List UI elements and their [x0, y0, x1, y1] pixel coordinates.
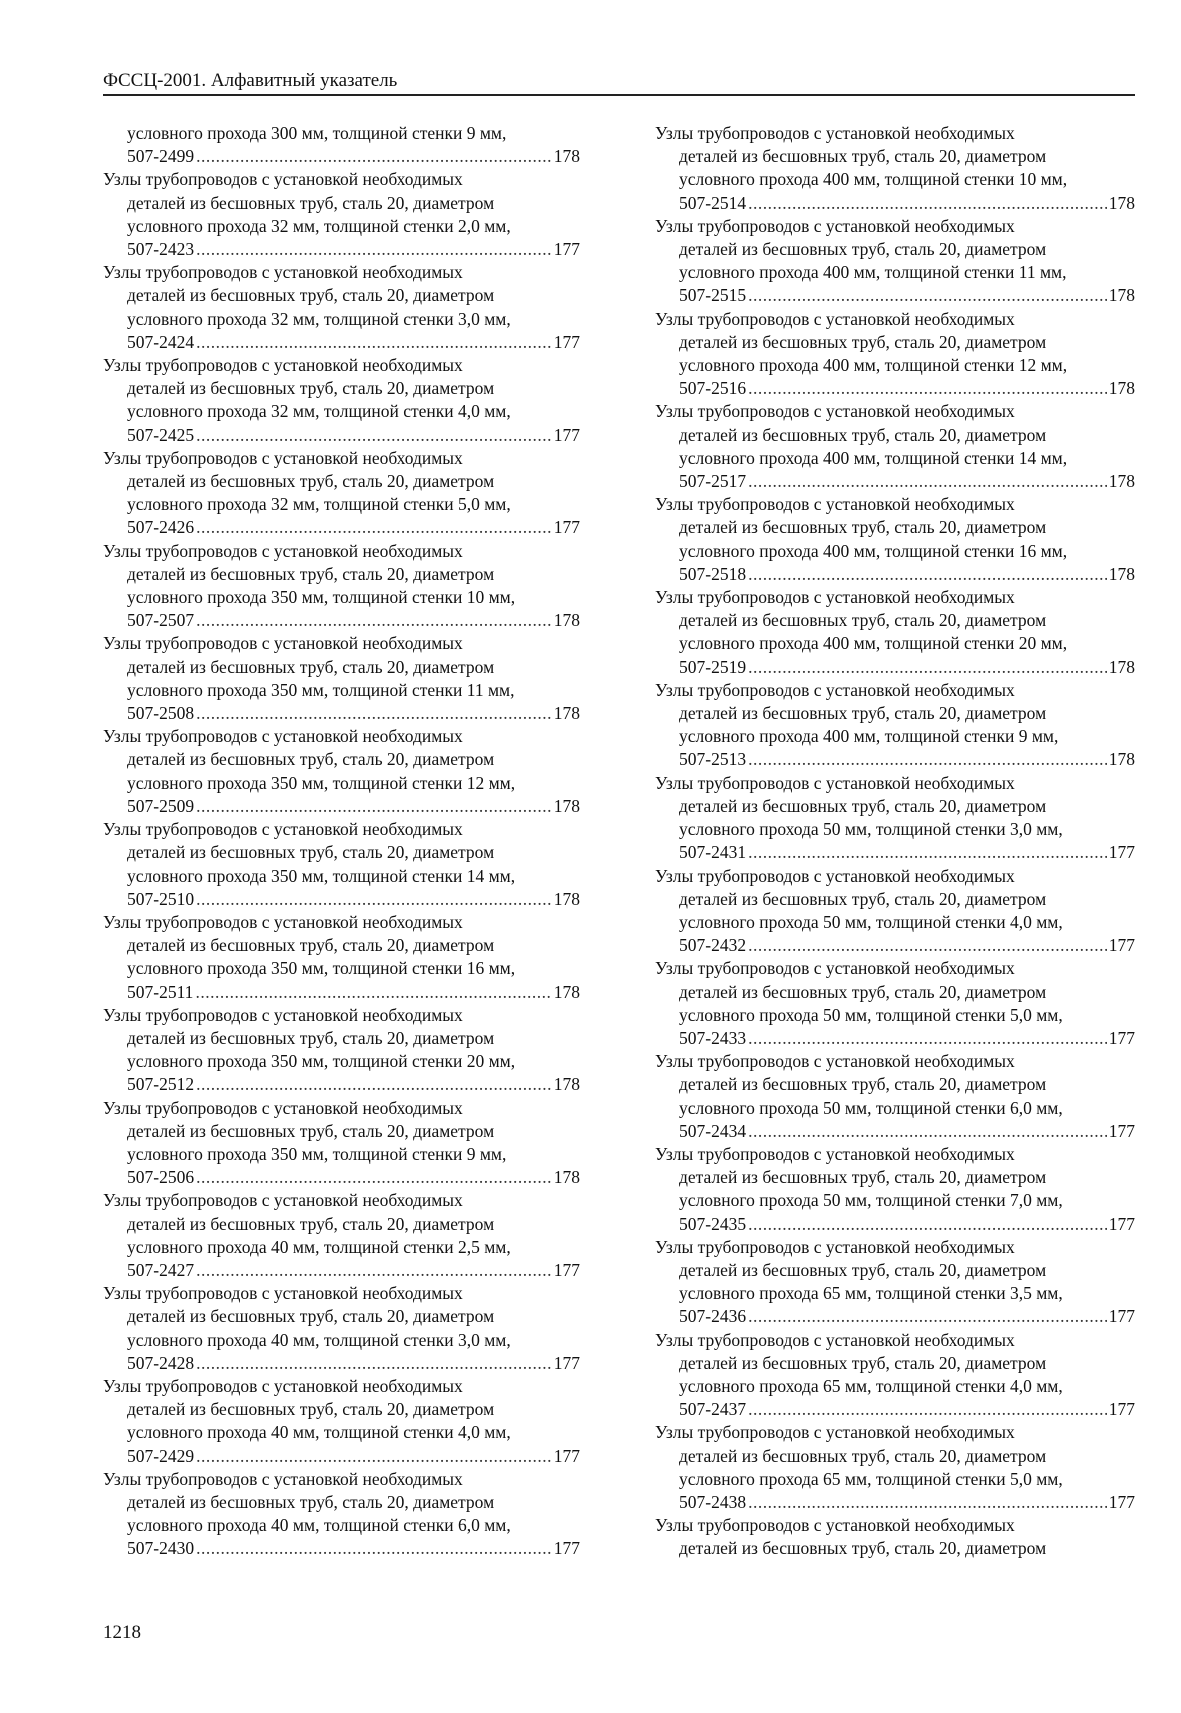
entry-page: 177: [553, 424, 580, 445]
index-entry: [655, 215, 1135, 308]
entry-line: условного прохода 50 мм, толщиной стенки 4,0 мм,: [679, 911, 1063, 932]
index-entry: [655, 493, 1135, 586]
dot-leader: [196, 1073, 552, 1096]
entry-page: 177: [553, 1352, 580, 1373]
dot-leader: [196, 145, 552, 168]
index-entry: [655, 865, 1135, 958]
entry-reference: [655, 1213, 1135, 1236]
entry-reference: [103, 1073, 580, 1096]
entry-line: Узлы трубопроводов с установкой необходимых: [103, 169, 463, 190]
entry-line: Узлы трубопроводов с установкой необходимых: [103, 1190, 463, 1211]
entry-code: 507-2434: [679, 1120, 747, 1141]
entry-line: деталей из бесшовных труб, сталь 20, диаметром: [679, 1259, 1047, 1280]
index-entry: [103, 447, 580, 540]
right-entry-list: [655, 122, 1135, 1514]
entry-page: 177: [553, 239, 580, 260]
entry-code: 507-2508: [127, 703, 195, 724]
continuing-entry: [655, 1514, 1135, 1560]
entry-reference: [103, 1537, 580, 1560]
entry-line: условного прохода 350 мм, толщиной стенки 11 мм,: [127, 679, 515, 700]
entry-line: условного прохода 40 мм, толщиной стенки 3,0 мм,: [127, 1329, 511, 1350]
dot-leader: [748, 1027, 1107, 1050]
entry-code: 507-2510: [127, 888, 195, 909]
entry-line: условного прохода 400 мм, толщиной стенки 10 мм,: [679, 169, 1068, 190]
entry-page: 178: [553, 1167, 580, 1188]
entry-line: Узлы трубопроводов с установкой необходимых: [655, 1051, 1015, 1072]
entry-code: 507-2438: [679, 1491, 747, 1512]
entry-line: условного прохода 350 мм, толщиной стенки 9 мм,: [127, 1143, 507, 1164]
entry-line: деталей из бесшовных труб, сталь 20, диаметром: [127, 749, 495, 770]
entry-line: условного прохода 400 мм, толщиной стенки 14 мм,: [679, 447, 1068, 468]
entry-code: 507-2518: [679, 563, 747, 584]
dot-leader: [748, 1213, 1107, 1236]
dot-leader: [196, 702, 552, 725]
index-entry: [655, 122, 1135, 215]
index-entry: [655, 586, 1135, 679]
entry-line: деталей из бесшовных труб, сталь 20, диаметром: [679, 1538, 1047, 1559]
entry-line: условного прохода 50 мм, толщиной стенки 7,0 мм,: [679, 1190, 1063, 1211]
entry-line: условного прохода 400 мм, толщиной стенки 16 мм,: [679, 540, 1068, 561]
entry-line: Узлы трубопроводов с установкой необходимых: [655, 958, 1015, 979]
dot-leader: [748, 1398, 1107, 1421]
dot-leader: [196, 795, 552, 818]
entry-page: 178: [553, 146, 580, 167]
entry-page: 177: [1108, 842, 1135, 863]
dot-leader: [748, 1491, 1107, 1514]
index-entry: [655, 1421, 1135, 1514]
entry-line: деталей из бесшовных труб, сталь 20, диаметром: [679, 1352, 1047, 1373]
entry-line: условного прохода 32 мм, толщиной стенки 3,0 мм,: [127, 308, 511, 329]
entry-line: деталей из бесшовных труб, сталь 20, диаметром: [679, 703, 1047, 724]
entry-line: условного прохода 350 мм, толщиной стенки 14 мм,: [127, 865, 516, 886]
entry-code: 507-2430: [127, 1538, 195, 1559]
entry-page: 177: [1108, 1213, 1135, 1234]
entry-line: условного прохода 350 мм, толщиной стенки 12 мм,: [127, 772, 516, 793]
entry-page: 178: [1108, 563, 1135, 584]
entry-page: 177: [553, 1445, 580, 1466]
entry-reference: [103, 888, 580, 911]
index-entry: [103, 168, 580, 261]
entry-line: деталей из бесшовных труб, сталь 20, диаметром: [127, 1120, 495, 1141]
entry-page: 177: [1108, 1399, 1135, 1420]
entry-line: условного прохода 65 мм, толщиной стенки 4,0 мм,: [679, 1375, 1063, 1396]
dot-leader: [748, 934, 1107, 957]
entry-line: условного прохода 32 мм, толщиной стенки 2,0 мм,: [127, 215, 511, 236]
left-column: [103, 122, 580, 1561]
dot-leader: [196, 1259, 552, 1282]
entry-code: 507-2429: [127, 1445, 195, 1466]
dot-leader: [196, 238, 552, 261]
index-entry: [103, 540, 580, 633]
entry-page: 178: [1108, 656, 1135, 677]
dot-leader: [196, 331, 552, 354]
entry-line: Узлы трубопроводов с установкой необходимых: [655, 215, 1015, 236]
entry-reference: [103, 1352, 580, 1375]
entry-line: Узлы трубопроводов с установкой необходимых: [655, 1329, 1015, 1350]
entry-line: условного прохода 40 мм, толщиной стенки 4,0 мм,: [127, 1422, 511, 1443]
entry-line: деталей из бесшовных труб, сталь 20, диаметром: [679, 1167, 1047, 1188]
entry-code: 507-2428: [127, 1352, 195, 1373]
entry-line: условного прохода 300 мм, толщиной стенки 9 мм,: [127, 123, 507, 143]
index-entry: [655, 1050, 1135, 1143]
entry-code: 507-2514: [679, 192, 747, 213]
entry-line: деталей из бесшовных труб, сталь 20, диаметром: [679, 610, 1047, 631]
entry-line: деталей из бесшовных труб, сталь 20, диаметром: [127, 935, 495, 956]
entry-line: условного прохода 400 мм, толщиной стенки 9 мм,: [679, 726, 1059, 747]
entry-line: Узлы трубопроводов с установкой необходимых: [655, 308, 1015, 329]
entry-line: Узлы трубопроводов с установкой необходимых: [103, 540, 463, 561]
entry-code: 507-2424: [127, 331, 195, 352]
entry-line: Узлы трубопроводов с установкой необходимых: [655, 865, 1015, 886]
entry-page: 178: [553, 1074, 580, 1095]
index-entry: [655, 957, 1135, 1050]
index-entry: [103, 1097, 580, 1190]
entry-line: Узлы трубопроводов с установкой необходимых: [103, 911, 463, 932]
entry-reference: [103, 795, 580, 818]
entry-line: деталей из бесшовных труб, сталь 20, диаметром: [127, 1213, 495, 1234]
index-entry: [655, 679, 1135, 772]
entry-line: Узлы трубопроводов с установкой необходимых: [103, 633, 463, 654]
dot-leader: [748, 563, 1107, 586]
entry-line: Узлы трубопроводов с установкой необходимых: [655, 494, 1015, 515]
entry-line: деталей из бесшовных труб, сталь 20, диаметром: [127, 1399, 495, 1420]
entry-line: деталей из бесшовных труб, сталь 20, диаметром: [127, 378, 495, 399]
entry-line: Узлы трубопроводов с установкой необходимых: [103, 1004, 463, 1025]
entry-reference: [655, 1027, 1135, 1050]
entry-code: 507-2509: [127, 795, 195, 816]
entry-reference: [103, 424, 580, 447]
entry-line: Узлы трубопроводов с установкой необходимых: [655, 123, 1015, 143]
entry-line: условного прохода 400 мм, толщиной стенки 20 мм,: [679, 633, 1068, 654]
entry-reference: [655, 1491, 1135, 1514]
index-entry: [103, 1004, 580, 1097]
entry-line: условного прохода 350 мм, толщиной стенки 10 мм,: [127, 587, 516, 608]
dot-leader: [748, 377, 1107, 400]
entry-line: Узлы трубопроводов с установкой необходимых: [655, 1422, 1015, 1443]
entry-reference: [103, 145, 580, 168]
entry-line: деталей из бесшовных труб, сталь 20, диаметром: [679, 795, 1047, 816]
dot-leader: [748, 1120, 1107, 1143]
index-entry: [103, 632, 580, 725]
entry-reference: [103, 1445, 580, 1468]
entry-line: деталей из бесшовных труб, сталь 20, диаметром: [127, 563, 495, 584]
entry-code: 507-2499: [127, 146, 195, 167]
entry-reference: [655, 1398, 1135, 1421]
entry-reference: [103, 331, 580, 354]
index-entry: [655, 772, 1135, 865]
index-entry: [103, 1468, 580, 1561]
entry-reference: [103, 1259, 580, 1282]
entry-line: деталей из бесшовных труб, сталь 20, диаметром: [679, 981, 1047, 1002]
dot-leader: [195, 981, 551, 1004]
entry-reference: [655, 934, 1135, 957]
entry-line: Узлы трубопроводов с установкой необходимых: [103, 355, 463, 376]
entry-line: условного прохода 350 мм, толщиной стенки 16 мм,: [127, 958, 516, 979]
index-entry: [103, 354, 580, 447]
entry-page: 177: [553, 1259, 580, 1280]
entry-line: деталей из бесшовных труб, сталь 20, диаметром: [127, 1027, 495, 1048]
entry-line: условного прохода 32 мм, толщиной стенки 4,0 мм,: [127, 401, 511, 422]
index-entry: [655, 308, 1135, 401]
entry-line: Узлы трубопроводов с установкой необходимых: [655, 1515, 1015, 1536]
entry-code: 507-2519: [679, 656, 747, 677]
entry-code: 507-2435: [679, 1213, 747, 1234]
entry-page: 177: [1108, 1027, 1135, 1048]
entry-line: условного прохода 40 мм, толщиной стенки 6,0 мм,: [127, 1515, 511, 1536]
entry-line: Узлы трубопроводов с установкой необходимых: [655, 772, 1015, 793]
dot-leader: [196, 888, 552, 911]
entry-page: 178: [553, 703, 580, 724]
index-entry: [655, 1143, 1135, 1236]
entry-page: 177: [1108, 1491, 1135, 1512]
entry-line: деталей из бесшовных труб, сталь 20, диаметром: [679, 888, 1047, 909]
entry-reference: [103, 238, 580, 261]
entry-line: условного прохода 350 мм, толщиной стенки 20 мм,: [127, 1051, 516, 1072]
index-entry: [103, 1282, 580, 1375]
entry-line: условного прохода 65 мм, толщиной стенки 3,5 мм,: [679, 1283, 1063, 1304]
continued-entry: [103, 122, 580, 168]
entry-line: деталей из бесшовных труб, сталь 20, диаметром: [127, 656, 495, 677]
entry-line: условного прохода 65 мм, толщиной стенки 5,0 мм,: [679, 1468, 1063, 1489]
entry-reference: [655, 192, 1135, 215]
entry-reference: [103, 1166, 580, 1189]
index-entry: [103, 261, 580, 354]
dot-leader: [748, 841, 1107, 864]
entry-line: Узлы трубопроводов с установкой необходимых: [655, 1143, 1015, 1164]
dot-leader: [196, 1352, 552, 1375]
entry-page: 178: [1108, 471, 1135, 492]
dot-leader: [196, 1445, 552, 1468]
entry-code: 507-2516: [679, 378, 747, 399]
index-entry: [103, 818, 580, 911]
entry-code: 507-2431: [679, 842, 747, 863]
dot-leader: [196, 609, 552, 632]
entry-line: Узлы трубопроводов с установкой необходимых: [655, 401, 1015, 422]
entry-reference: [655, 377, 1135, 400]
page-number: 1218: [103, 1622, 141, 1643]
entry-line: Узлы трубопроводов с установкой необходимых: [655, 679, 1015, 700]
entry-line: деталей из бесшовных труб, сталь 20, диаметром: [679, 517, 1047, 538]
header-title: ФССЦ-2001. Алфавитный указатель: [103, 70, 398, 91]
entry-page: 178: [553, 888, 580, 909]
entry-page: 177: [1108, 935, 1135, 956]
entry-code: 507-2507: [127, 610, 195, 631]
dot-leader: [748, 1305, 1107, 1328]
entry-line: условного прохода 400 мм, толщиной стенки 11 мм,: [679, 262, 1067, 283]
right-column: [655, 122, 1135, 1561]
entry-page: 178: [553, 981, 580, 1002]
entry-line: Узлы трубопроводов с установкой необходимых: [103, 262, 463, 283]
entry-line: деталей из бесшовных труб, сталь 20, диаметром: [679, 146, 1047, 167]
entry-page: 177: [1108, 1306, 1135, 1327]
entry-reference: [655, 470, 1135, 493]
entry-line: условного прохода 400 мм, толщиной стенки 12 мм,: [679, 355, 1068, 376]
entry-line: деталей из бесшовных труб, сталь 20, диаметром: [679, 331, 1047, 352]
entry-code: 507-2426: [127, 517, 195, 538]
entry-reference: [655, 1305, 1135, 1328]
index-entry: [655, 1236, 1135, 1329]
dot-leader: [748, 748, 1107, 771]
entry-page: 177: [1108, 1120, 1135, 1141]
entry-code: 507-2511: [127, 981, 194, 1002]
entry-reference: [103, 702, 580, 725]
entry-code: 507-2513: [679, 749, 747, 770]
dot-leader: [196, 1166, 552, 1189]
entry-reference: [103, 609, 580, 632]
entry-code: 507-2506: [127, 1167, 195, 1188]
entry-page: 177: [553, 517, 580, 538]
entry-code: 507-2517: [679, 471, 747, 492]
index-entry: [103, 911, 580, 1004]
entry-reference: [655, 841, 1135, 864]
entry-code: 507-2436: [679, 1306, 747, 1327]
index-entry: [103, 725, 580, 818]
entry-page: 178: [1108, 285, 1135, 306]
entry-line: Узлы трубопроводов с установкой необходимых: [103, 447, 463, 468]
entry-reference: [655, 284, 1135, 307]
entry-line: деталей из бесшовных труб, сталь 20, диаметром: [127, 842, 495, 863]
dot-leader: [196, 1537, 552, 1560]
entry-line: деталей из бесшовных труб, сталь 20, диаметром: [127, 285, 495, 306]
entry-reference: [103, 981, 580, 1004]
entry-page: 177: [553, 1538, 580, 1559]
entry-page: 177: [553, 331, 580, 352]
entry-reference: [103, 516, 580, 539]
entry-line: Узлы трубопроводов с установкой необходимых: [103, 726, 463, 747]
entry-code: 507-2432: [679, 935, 747, 956]
entry-code: 507-2423: [127, 239, 195, 260]
entry-page: 178: [553, 610, 580, 631]
entry-line: деталей из бесшовных труб, сталь 20, диаметром: [127, 1491, 495, 1512]
entry-code: 507-2433: [679, 1027, 747, 1048]
left-entry-list: [103, 168, 580, 1560]
entry-line: Узлы трубопроводов с установкой необходимых: [103, 1097, 463, 1118]
dot-leader: [196, 424, 552, 447]
entry-line: Узлы трубопроводов с установкой необходимых: [655, 587, 1015, 608]
entry-line: деталей из бесшовных труб, сталь 20, диаметром: [679, 1445, 1047, 1466]
entry-reference: [655, 1120, 1135, 1143]
dot-leader: [748, 284, 1107, 307]
entry-reference: [655, 563, 1135, 586]
entry-page: 178: [1108, 378, 1135, 399]
entry-line: деталей из бесшовных труб, сталь 20, диаметром: [127, 192, 495, 213]
index-entry: [655, 400, 1135, 493]
entry-line: условного прохода 40 мм, толщиной стенки 2,5 мм,: [127, 1236, 511, 1257]
entry-code: 507-2512: [127, 1074, 195, 1095]
entry-line: Узлы трубопроводов с установкой необходимых: [103, 1283, 463, 1304]
entry-line: деталей из бесшовных труб, сталь 20, диаметром: [127, 471, 495, 492]
index-entry: [103, 1189, 580, 1282]
dot-leader: [196, 516, 552, 539]
entry-line: деталей из бесшовных труб, сталь 20, диаметром: [679, 239, 1047, 260]
entry-line: условного прохода 32 мм, толщиной стенки 5,0 мм,: [127, 494, 511, 515]
entry-line: Узлы трубопроводов с установкой необходимых: [655, 1236, 1015, 1257]
entry-line: условного прохода 50 мм, толщиной стенки 3,0 мм,: [679, 819, 1063, 840]
entry-line: деталей из бесшовных труб, сталь 20, диаметром: [679, 424, 1047, 445]
entry-code: 507-2437: [679, 1399, 747, 1420]
entry-line: деталей из бесшовных труб, сталь 20, диаметром: [679, 1074, 1047, 1095]
entry-line: условного прохода 50 мм, толщиной стенки 6,0 мм,: [679, 1097, 1063, 1118]
entry-page: 178: [1108, 749, 1135, 770]
entry-page: 178: [553, 795, 580, 816]
index-entry: [103, 1375, 580, 1468]
entry-reference: [655, 748, 1135, 771]
dot-leader: [748, 656, 1107, 679]
entry-line: Узлы трубопроводов с установкой необходимых: [103, 1468, 463, 1489]
entry-page: 178: [1108, 192, 1135, 213]
entry-reference: [655, 656, 1135, 679]
entry-line: деталей из бесшовных труб, сталь 20, диаметром: [127, 1306, 495, 1327]
entry-line: условного прохода 50 мм, толщиной стенки 5,0 мм,: [679, 1004, 1063, 1025]
entry-code: 507-2425: [127, 424, 195, 445]
dot-leader: [748, 470, 1107, 493]
entry-line: Узлы трубопроводов с установкой необходимых: [103, 1375, 463, 1396]
entry-line: Узлы трубопроводов с установкой необходимых: [103, 819, 463, 840]
entry-code: 507-2427: [127, 1259, 195, 1280]
running-header: [103, 70, 1135, 96]
index-entry: [655, 1329, 1135, 1422]
dot-leader: [748, 192, 1107, 215]
entry-code: 507-2515: [679, 285, 747, 306]
